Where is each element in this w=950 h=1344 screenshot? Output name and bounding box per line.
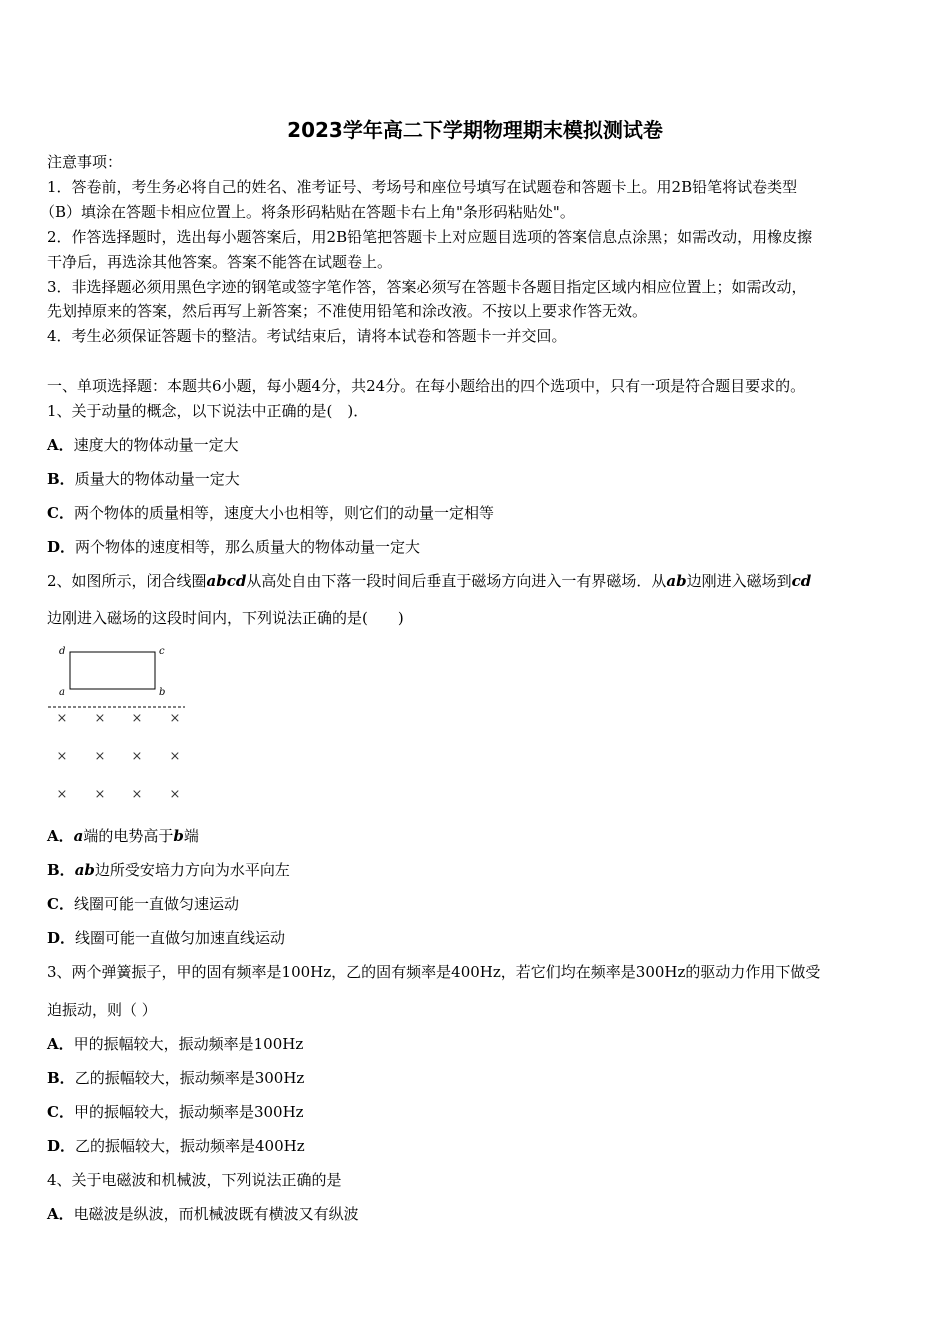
q3-option-c: C．甲的振幅较大，振动频率是300Hz: [47, 1103, 304, 1121]
label-d: d: [59, 646, 66, 657]
field-cross: ×: [131, 787, 143, 802]
q3-stem-line2: 迫振动，则（ ）: [47, 1001, 157, 1019]
label-c: c: [159, 646, 165, 657]
notice-line: 2．作答选择题时，选出每小题答案后，用2B铅笔把答题卡上对应题目选项的答案信息点涂黑；如需改动，用橡皮擦: [47, 228, 813, 246]
q3-stem: 3、两个弹簧振子，甲的固有频率是100Hz，乙的固有频率是400Hz，若它们均在频率是300Hz的驱动力作用下做受: [47, 963, 821, 981]
label-b: b: [159, 687, 166, 698]
field-cross: ×: [94, 749, 106, 764]
page-title: 2023学年高二下学期物理期末模拟测试卷: [287, 118, 663, 142]
coil-magnetic-field-figure: [40, 640, 200, 810]
q2-option-d: D．线圈可能一直做匀加速直线运动: [47, 929, 286, 947]
field-cross: ×: [94, 787, 106, 802]
notice-line: （B）填涂在答题卡相应位置上。将条形码粘贴在答题卡右上角"条形码粘贴处"。: [40, 203, 575, 221]
q1-option-d: D．两个物体的速度相等，那么质量大的物体动量一定大: [47, 538, 421, 556]
q2-option-a: A．a端的电势高于b端: [47, 827, 199, 845]
q3-option-d: D．乙的振幅较大，振动频率是400Hz: [47, 1137, 305, 1155]
field-cross: ×: [169, 787, 181, 802]
notice-line: 1．答卷前，考生务必将自己的姓名、准考证号、考场号和座位号填写在试题卷和答题卡上。用2B铅笔将试卷类型: [47, 178, 798, 196]
q1-option-b: B．质量大的物体动量一定大: [47, 470, 240, 488]
label-a: a: [59, 687, 65, 698]
field-cross: ×: [94, 711, 106, 726]
notice-line: 3．非选择题必须用黑色字迹的钢笔或签字笔作答，答案必须写在答题卡各题目指定区域内相应位置上；如需改动，: [47, 278, 807, 296]
field-cross: ×: [169, 711, 181, 726]
notice-heading: 注意事项：: [47, 153, 123, 171]
q3-option-b: B．乙的振幅较大，振动频率是300Hz: [47, 1069, 305, 1087]
q2-option-c: C．线圈可能一直做匀速运动: [47, 895, 239, 913]
coil-rectangle: [70, 652, 155, 689]
q2-stem: 2、如图所示，闭合线圈abcd从高处自由下落一段时间后垂直于磁场方向进入一有界磁场．从ab边刚进入磁场到cd: [47, 572, 812, 590]
q3-option-a: A．甲的振幅较大，振动频率是100Hz: [47, 1035, 304, 1053]
q1-option-c: C．两个物体的质量相等，速度大小也相等，则它们的动量一定相等: [47, 504, 494, 522]
notice-line: 4．考生必须保证答题卡的整洁。考试结束后，请将本试卷和答题卡一并交回。: [47, 327, 567, 345]
q1-stem: 1、关于动量的概念，以下说法中正确的是( )．: [47, 402, 369, 420]
field-cross: ×: [56, 711, 68, 726]
notice-line: 干净后，再选涂其他答案。答案不能答在试题卷上。: [47, 253, 393, 271]
field-cross: ×: [169, 749, 181, 764]
q2-stem-line2: 边刚进入磁场的这段时间内，下列说法正确的是( ): [47, 609, 404, 627]
section-heading: 一、单项选择题：本题共6小题，每小题4分，共24分。在每小题给出的四个选项中，只有一项是符合题目要求的。: [47, 377, 806, 395]
q4-stem: 4、关于电磁波和机械波，下列说法正确的是: [47, 1171, 342, 1189]
field-cross: ×: [131, 749, 143, 764]
q2-option-b: B．ab边所受安培力方向为水平向左: [47, 861, 290, 879]
q4-option-a: A．电磁波是纵波，而机械波既有横波又有纵波: [47, 1205, 359, 1223]
q1-option-a: A．速度大的物体动量一定大: [47, 436, 239, 454]
field-cross: ×: [56, 787, 68, 802]
notice-line: 先划掉原来的答案，然后再写上新答案；不准使用铅笔和涂改液。不按以上要求作答无效。: [47, 302, 648, 320]
field-cross: ×: [56, 749, 68, 764]
field-cross: ×: [131, 711, 143, 726]
